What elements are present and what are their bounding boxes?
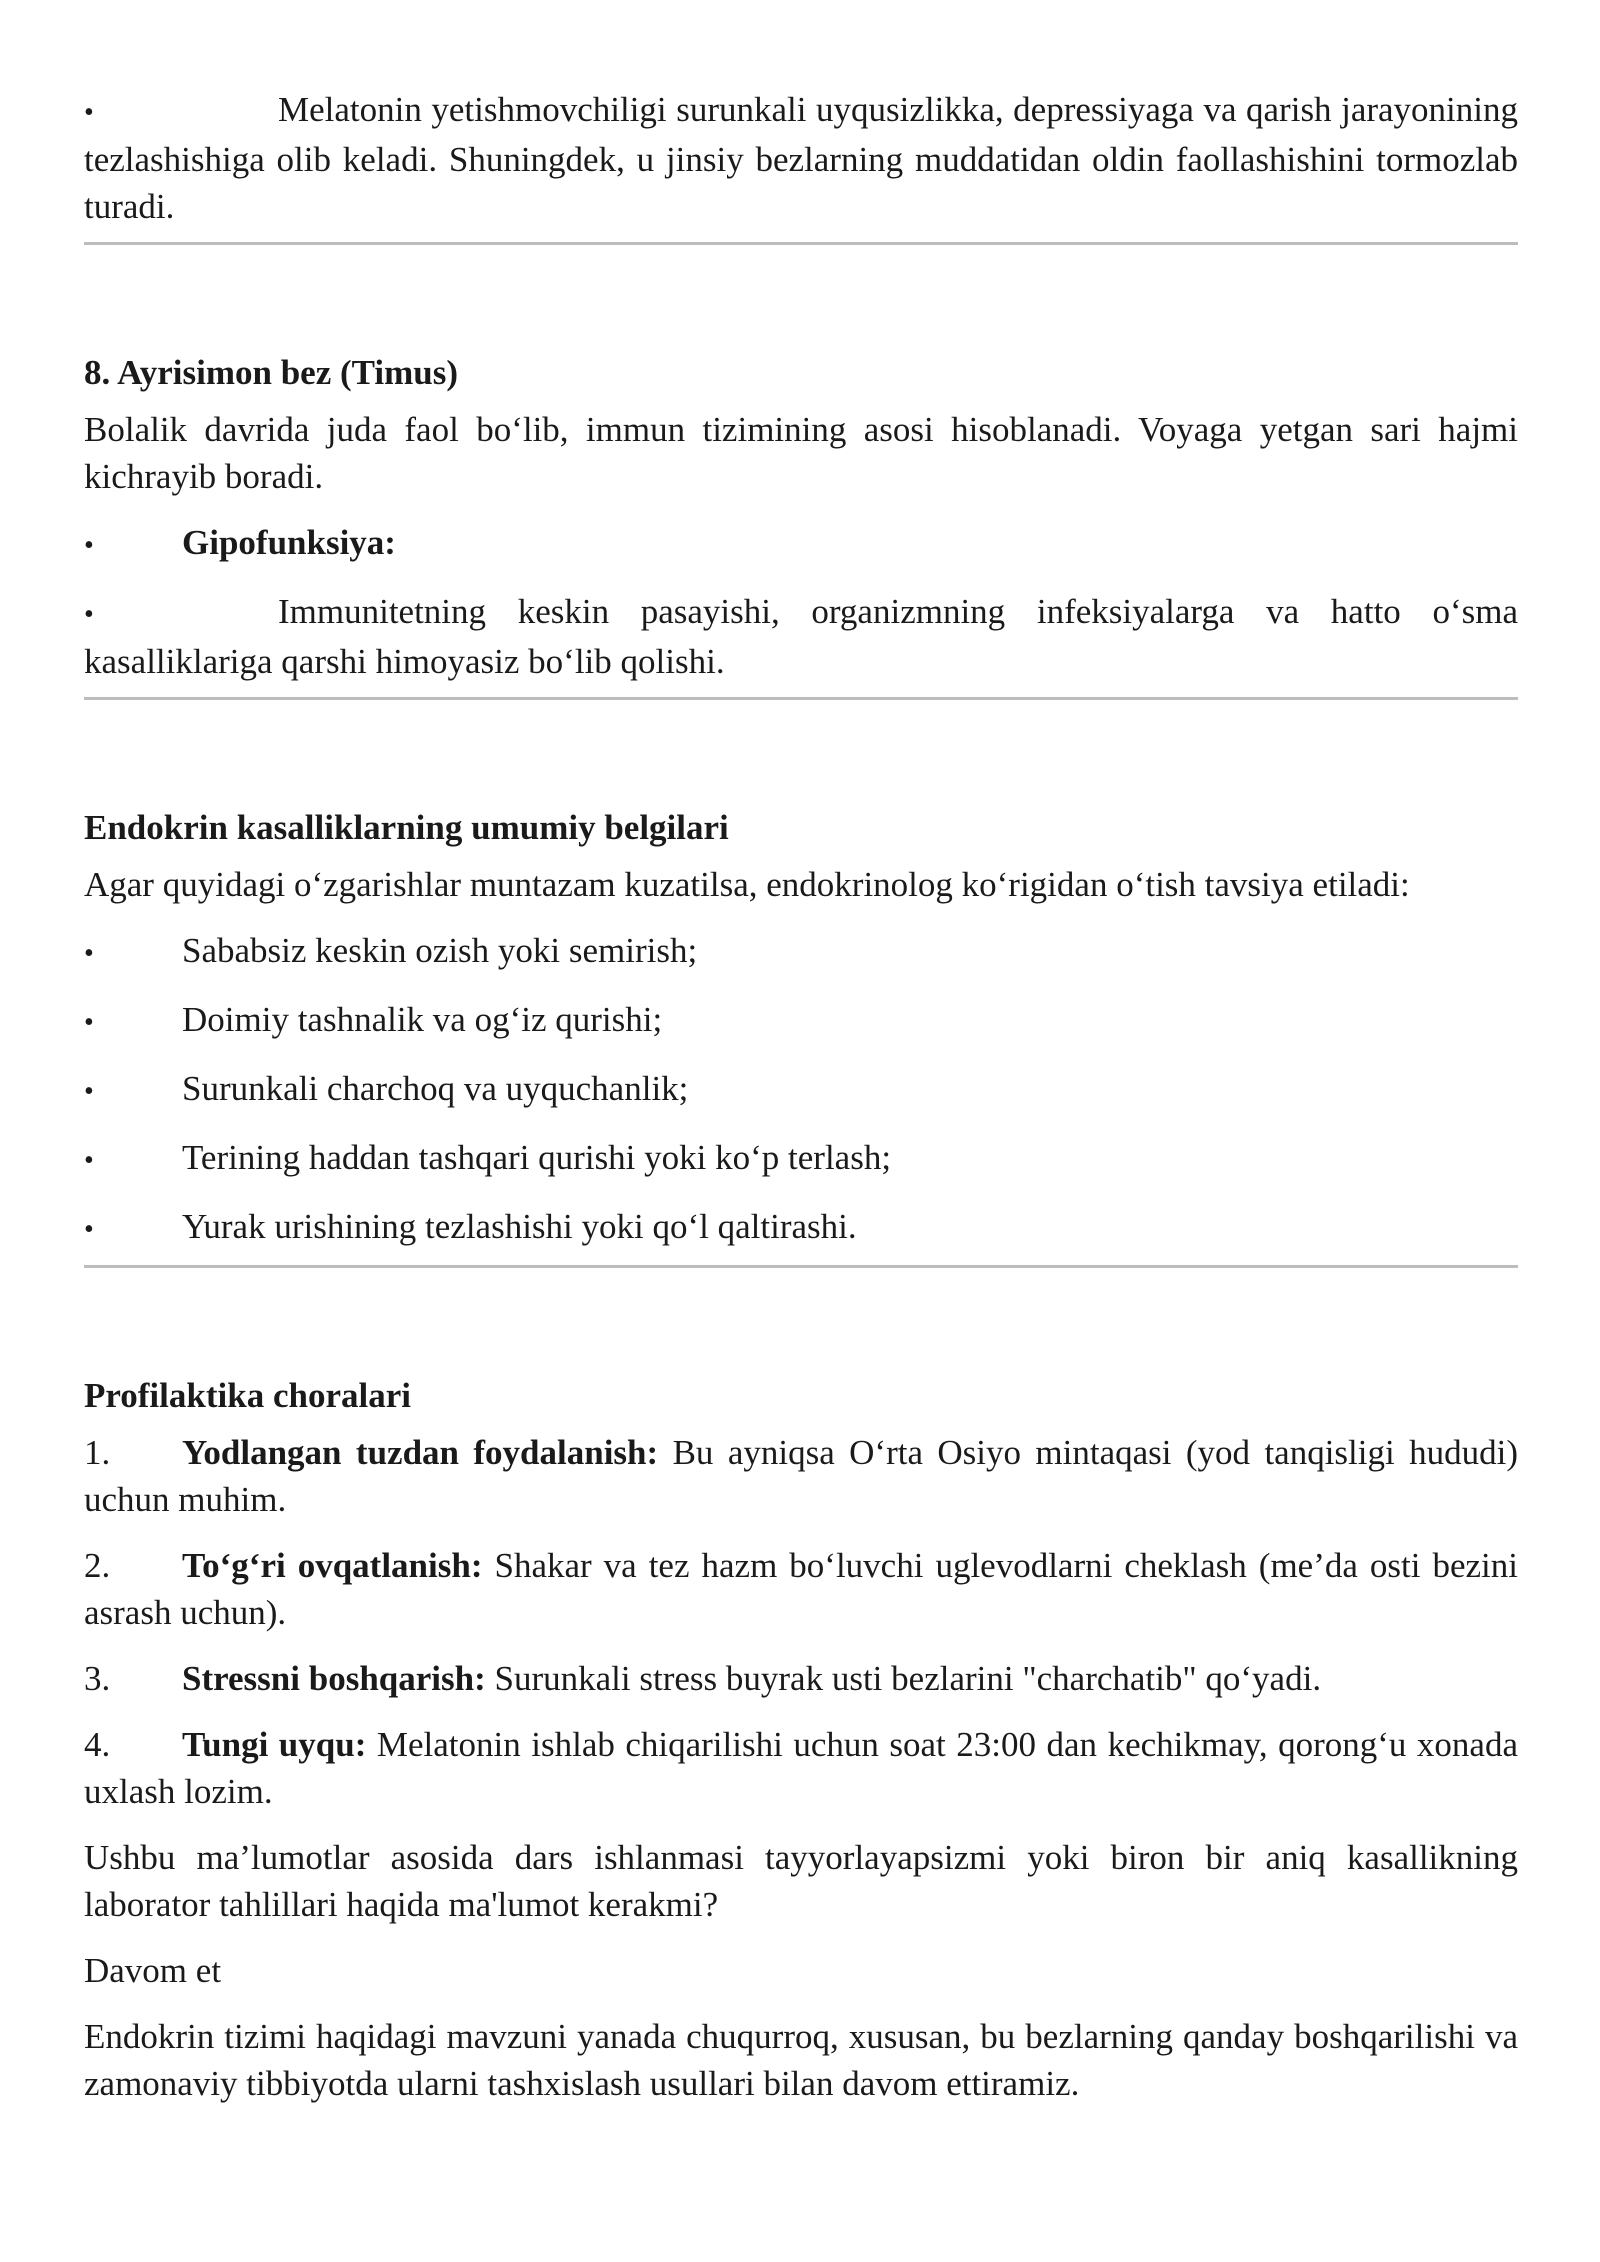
- item-title: Yodlangan tuzdan foydalanish:: [182, 1433, 659, 1472]
- bullet-marker: •: [84, 938, 94, 969]
- item-text: Melatonin ishlab chiqarilishi uchun soat 23:00 dan kechikmay, qorong‘u xonada uxlash lozim.: [84, 1725, 1519, 1811]
- thymus-subheading-item: [84, 519, 1518, 569]
- list-item: • Sababsiz keskin ozish yoki semirish;: [84, 927, 1518, 977]
- prevention-item: [84, 1721, 1518, 1815]
- continue-prompt: Davom et: [84, 1951, 222, 1990]
- item-title: Stressni boshqarish:: [182, 1659, 486, 1698]
- bullet-marker: •: [84, 97, 94, 128]
- bullet-marker: •: [84, 530, 94, 561]
- item-text: Bu ayniqsa O‘rta Osiyo mintaqasi (yod tanqisligi hududi) uchun muhim.: [84, 1433, 1518, 1519]
- item-number: 1.: [84, 1433, 111, 1472]
- prevention-item: [84, 1429, 1518, 1523]
- thymus-heading: 8. Ayrisimon bez (Timus): [84, 353, 458, 392]
- bullet-marker: •: [84, 599, 94, 630]
- item-number: 3.: [84, 1659, 111, 1698]
- thymus-description: Bolalik davrida juda faol bo‘lib, immun tizimining asosi hisoblanadi. Voyaga yetgan sari hajmi kichrayib boradi.: [84, 410, 1518, 496]
- bullet-marker: •: [84, 1214, 94, 1245]
- thymus-subheading: Gipofunksiya:: [182, 523, 396, 562]
- intro-bullet-text: Melatonin yetishmovchiligi surunkali uyqusizlikka, depressiyaga va qarish jarayonining tezlashishiga olib keladi. Shuningdek, u jinsiy bezlarning muddatidan oldin faollashishini tormozlab turadi.: [84, 90, 1518, 226]
- intro-bullet-paragraph: [84, 86, 1518, 230]
- item-number: 4.: [84, 1725, 111, 1764]
- item-text: Surunkali stress buyrak usti bezlarini "charchatib" qo‘yadi.: [485, 1659, 1322, 1698]
- symptoms-intro: Agar quyidagi o‘zgarishlar muntazam kuzatilsa, endokrinolog ko‘rigidan o‘tish tavsiya etiladi:: [84, 865, 1410, 904]
- continuation-paragraph: Endokrin tizimi haqidagi mavzuni yanada chuqurroq, xususan, bu bezlarning qanday boshqarilishi va zamonaviy tibbiyotda ularni tashxislash usullari bilan davom ettiramiz.: [84, 2017, 1518, 2103]
- prevention-heading: Profilaktika choralari: [84, 1376, 411, 1415]
- prevention-item: [84, 1655, 1518, 1702]
- list-item: • Terining haddan tashqari qurishi yoki ko‘p terlash;: [84, 1134, 1518, 1184]
- closing-question: Ushbu ma’lumotlar asosida dars ishlanmasi tayyorlayapsizmi yoki biron bir aniq kasallikning laborator tahlillari haqida ma'lumot kerakmi?: [84, 1838, 1518, 1924]
- item-title: Tungi uyqu:: [182, 1725, 367, 1764]
- thymus-detail: Immunitetning keskin pasayishi, organizmning infeksiyalarga va hatto o‘sma kasalliklariga qarshi himoyasiz bo‘lib qolishi.: [84, 592, 1518, 681]
- document-page: [84, 86, 1518, 2107]
- list-item: • Surunkali charchoq va uyquchanlik;: [84, 1065, 1518, 1115]
- bullet-marker: •: [84, 1076, 94, 1107]
- bullet-marker: •: [84, 1007, 94, 1038]
- thymus-detail-item: [84, 588, 1518, 685]
- item-title: To‘g‘ri ovqatlanish:: [182, 1546, 483, 1585]
- item-number: 2.: [84, 1546, 111, 1585]
- symptoms-heading: Endokrin kasalliklarning umumiy belgilari: [84, 808, 729, 847]
- list-item: • Doimiy tashnalik va og‘iz qurishi;: [84, 996, 1518, 1046]
- list-item: • Yurak urishining tezlashishi yoki qo‘l qaltirashi.: [84, 1203, 1518, 1253]
- item-text: Shakar va tez hazm bo‘luvchi uglevodlarni cheklash (me’da osti bezini asrash uchun).: [84, 1546, 1518, 1632]
- prevention-item: [84, 1542, 1518, 1636]
- bullet-marker: •: [84, 1145, 94, 1176]
